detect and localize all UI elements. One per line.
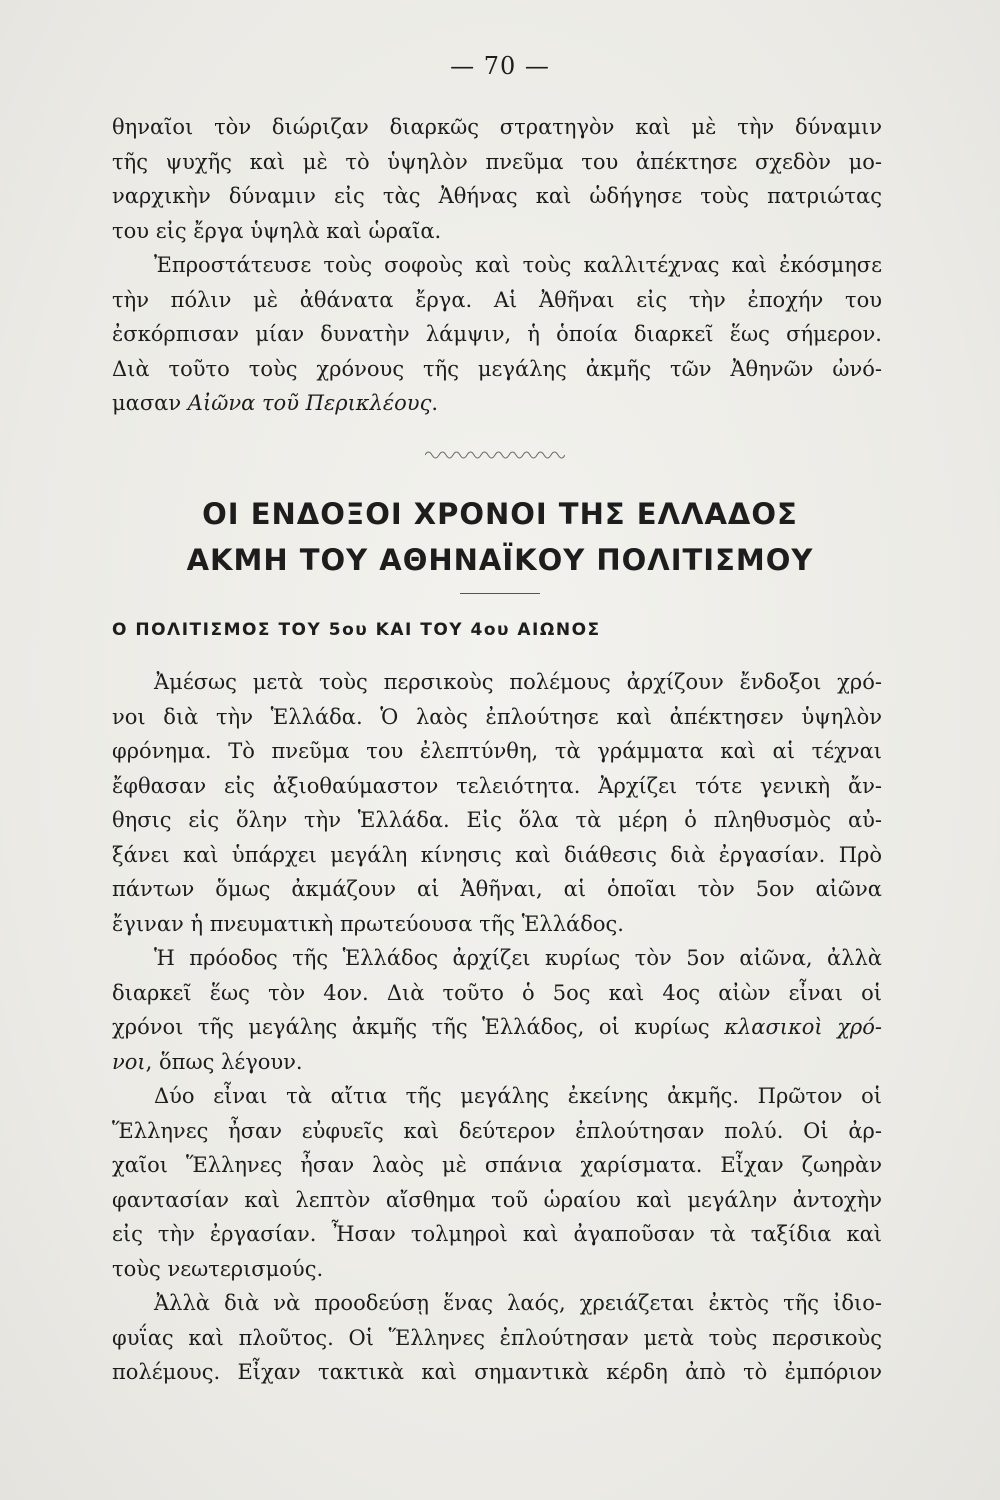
italic-phrase: Αἰῶνα τοῦ Περικλέους [187,391,432,415]
text-line: θηναῖοι τὸν διώριζαν διαρκῶς στρατηγὸν καὶ μὲ τὴν δύναμιν [112,115,882,139]
text-line: Δύο εἶναι τὰ αἴτια τῆς μεγάλης ἐκείνης ἀκμῆς. Πρῶτον οἱ [154,1084,882,1108]
heading-rule [460,593,540,594]
text-line: Ἐπροστάτευσε τοὺς σοφοὺς καὶ τοὺς καλλιτέχνας καὶ ἐκόσμησε [154,253,882,277]
text-span: , ὅπως λέγουν. [145,1049,303,1074]
italic-phrase: κλασικοὶ χρό- [724,1015,883,1039]
text-line: πάντων ὅμως ἀκμάζουν αἱ Ἀθῆναι, αἱ ὁποῖαι τὸν 5ον αἰῶνα [112,877,882,901]
text-line: του εἰς ἔργα ὑψηλὰ καὶ ὡραῖα. [112,218,442,243]
text-line: χαῖοι Ἕλληνες ἦσαν λαὸς μὲ σπάνια χαρίσματα. Εἶχαν ζωηρὰν [112,1153,882,1177]
text-line: νοι διὰ τὴν Ἑλλάδα. Ὁ λαὸς ἐπλούτησε καὶ ἀπέκτησεν ὑψηλὸν [112,704,882,729]
text-line: φρόνημα. Τὸ πνεῦμα του ἐλεπτύνθη, τὰ γράμματα καὶ αἱ τέχναι [112,739,882,763]
text-line [112,386,882,421]
text-line: ξάνει καὶ ὑπάρχει μεγάλη κίνησις καὶ διάθεσις διὰ ἐργασίαν. Πρὸ [112,842,882,867]
chapter-heading-line-1: ΟΙ ΕΝΔΟΞΟΙ ΧΡΟΝΟΙ ΤΗΣ ΕΛΛΑΔΟΣ [202,497,798,531]
text-line: ναρχικὴν δύναμιν εἰς τὰς Ἀθήνας καὶ ὡδήγησε τοὺς πατριώτας [112,184,882,208]
text-line: ἔφθασαν εἰς ἀξιοθαύμαστον τελειότητα. Ἀρχίζει τότε γενικὴ ἄν- [112,773,882,798]
text-line: τοὺς νεωτερισμούς. [112,1256,324,1281]
section-subheading: Ο ΠΟΛΙΤΙΣΜΟΣ ΤΟΥ 5ου ΚΑΙ ΤΟΥ 4ου ΑΙΩΝΟΣ [112,620,601,640]
text-line: Ἀλλὰ διὰ νὰ προοδεύσῃ ἕνας λαός, χρειάζεται ἐκτὸς τῆς ἰδιο- [154,1291,882,1315]
text-line: τὴν πόλιν μὲ ἀθάνατα ἔργα. Αἱ Ἀθῆναι εἰς τὴν ἐποχήν του [112,287,882,312]
page-number: — 70 — [450,52,550,80]
text-line: φυΐας καὶ πλοῦτος. Οἱ Ἕλληνες ἐπλούτησαν μετὰ τοὺς περσικοὺς [112,1325,882,1350]
text-span: μασαν [112,391,188,415]
italic-phrase: νοι [112,1049,146,1074]
text-line: εἰς τὴν ἐργασίαν. Ἦσαν τολμηροὶ καὶ ἀγαποῦσαν τὰ ταξίδια καὶ [112,1222,882,1246]
text-line: Ἕλληνες ἦσαν εὐφυεῖς καὶ δεύτερον ἐπλούτησαν πολύ. Οἱ ἀρ- [112,1118,882,1143]
text-line: Διὰ τοῦτο τοὺς χρόνους τῆς μεγάλης ἀκμῆς τῶν Ἀθηνῶν ὠνό- [112,356,882,381]
text-line: φαντασίαν καὶ λεπτὸν αἴσθημα τοῦ ὡραίου καὶ μεγάλην ἀντοχὴν [112,1187,882,1212]
text-line: Ἡ πρόοδος τῆς Ἑλλάδος ἀρχίζει κυρίως τὸν 5ον αἰῶνα, ἀλλὰ [154,946,882,970]
text-line: θησις εἰς ὅλην τὴν Ἑλλάδα. Εἰς ὅλα τὰ μέρη ὁ πληθυσμὸς αὐ- [112,808,882,832]
text-span: χρόνοι τῆς μεγάλης ἀκμῆς τῆς Ἑλλάδος, οἱ κυρίως [112,1015,725,1039]
text-line: Ἀμέσως μετὰ τοὺς περσικοὺς πολέμους ἀρχίζουν ἔνδοξοι χρό- [154,670,882,694]
text-line: ἐσκόρπισαν μίαν δυνατὴν λάμψιν, ἡ ὁποία διαρκεῖ ἕως σήμερον. [112,322,882,346]
text-block-top [112,110,882,421]
ornament-divider [425,448,565,462]
text-line [112,1010,882,1045]
text-block-bottom [112,665,882,1390]
text-line: τῆς ψυχῆς καὶ μὲ τὸ ὑψηλὸν πνεῦμα του ἀπέκτησε σχεδὸν μο- [112,149,882,174]
text-line: ἔγιναν ἡ πνευματικὴ πρωτεύουσα τῆς Ἑλλάδος. [112,911,624,936]
chapter-heading-line-2: ΑΚΜΗ ΤΟΥ ΑΘΗΝΑΪΚΟΥ ΠΟΛΙΤΙΣΜΟΥ [186,543,814,577]
text-line [112,1045,882,1080]
text-line: πολέμους. Εἶχαν τακτικὰ καὶ σημαντικὰ κέρδη ἀπὸ τὸ ἐμπόριον [112,1360,882,1384]
text-span: . [431,391,439,415]
text-line: διαρκεῖ ἕως τὸν 4ον. Διὰ τοῦτο ὁ 5ος καὶ 4ος αἰὼν εἶναι οἱ [112,980,882,1005]
